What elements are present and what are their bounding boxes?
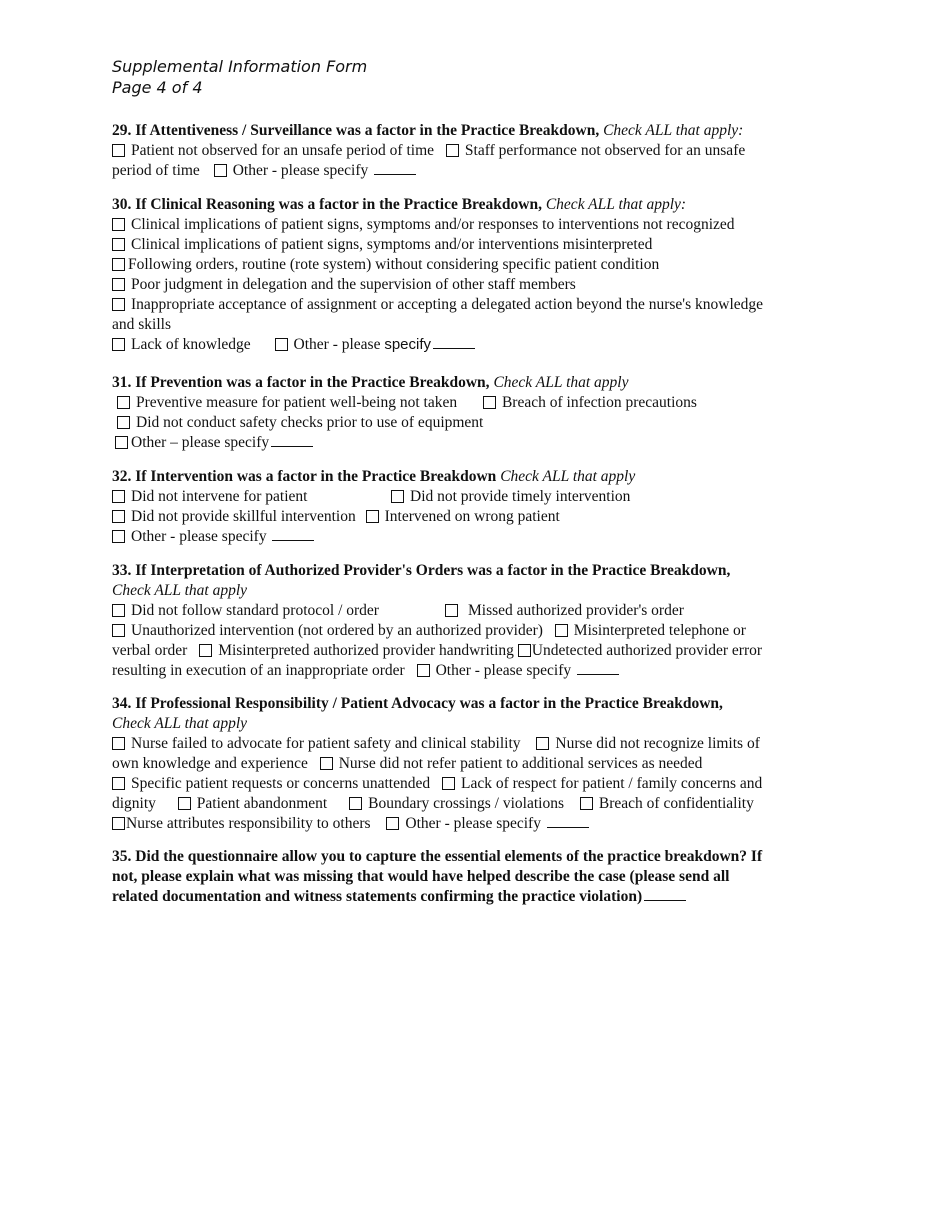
q29-number: 29. <box>112 122 132 139</box>
q30-checkbox-5[interactable] <box>112 298 125 311</box>
q35-line-3: related documentation and witness statements confirming the practice violation) <box>112 888 643 905</box>
q32-checkbox-4[interactable] <box>366 510 379 523</box>
q29-title: If Attentiveness / Surveillance was a factor in the Practice Breakdown, <box>135 122 600 139</box>
q30-option-3: Following orders, routine (rote system) without considering specific patient condition <box>128 256 660 273</box>
q34-option-6: Patient abandonment <box>196 795 328 812</box>
q34-title: If Professional Responsibility / Patient Advocacy was a factor in the Practice Breakdown, <box>135 695 723 712</box>
q30-option-5-cont: and skills <box>112 316 171 333</box>
q34-other-field[interactable] <box>547 826 589 828</box>
q34-instruction: Check ALL that apply <box>112 715 248 732</box>
q29-other-label: Other - please specify <box>232 162 369 179</box>
q30-other-label: Other - please <box>293 336 381 353</box>
q32-other-field[interactable] <box>272 539 314 541</box>
q34-option-2-cont: own knowledge and experience <box>112 755 308 772</box>
q32-other-label: Other - please specify <box>131 528 267 545</box>
q33-title: If Interpretation of Authorized Provider's Orders was a factor in the Practice Breakdown, <box>135 562 731 579</box>
question-31 <box>112 373 852 453</box>
q31-other-label: Other – please specify <box>131 434 270 451</box>
question-29 <box>112 121 852 181</box>
q35-line-1: 35. Did the questionnaire allow you to capture the essential elements of the practice breakdown? If <box>112 848 763 865</box>
q30-other-field[interactable] <box>433 347 475 349</box>
q30-option-4: Poor judgment in delegation and the supervision of other staff members <box>131 276 576 293</box>
q30-option-1: Clinical implications of patient signs, symptoms and/or responses to interventions not recognized <box>131 216 735 233</box>
q33-checkbox-6[interactable] <box>518 644 531 657</box>
q30-option-2: Clinical implications of patient signs, symptoms and/or interventions misinterpreted <box>131 236 653 253</box>
question-30 <box>112 195 852 355</box>
q31-option-3: Did not conduct safety checks prior to use of equipment <box>136 414 484 431</box>
q34-checkbox-7[interactable] <box>349 797 362 810</box>
q33-option-5: Misinterpreted authorized provider handwriting <box>218 642 514 659</box>
q34-checkbox-5[interactable] <box>442 777 455 790</box>
q29-other-field[interactable] <box>374 173 416 175</box>
q33-option-3: Unauthorized intervention (not ordered by an authorized provider) <box>131 622 543 639</box>
q32-checkbox-other[interactable] <box>112 530 125 543</box>
q32-option-1: Did not intervene for patient <box>131 488 308 505</box>
q34-checkbox-1[interactable] <box>112 737 125 750</box>
q30-checkbox-6[interactable] <box>112 338 125 351</box>
q34-option-8: Breach of confidentiality <box>598 795 754 812</box>
q30-number: 30. <box>112 196 132 213</box>
q31-checkbox-other[interactable] <box>115 436 128 449</box>
q30-instruction: Check ALL that apply: <box>545 196 687 213</box>
q33-checkbox-other[interactable] <box>417 664 430 677</box>
q29-checkbox-2[interactable] <box>446 144 459 157</box>
q31-checkbox-3[interactable] <box>117 416 130 429</box>
q30-option-6: Lack of knowledge <box>131 336 251 353</box>
q34-checkbox-6[interactable] <box>178 797 191 810</box>
q33-option-4-cont: verbal order <box>112 642 188 659</box>
q34-option-9: Nurse attributes responsibility to others <box>126 815 371 832</box>
q30-checkbox-1[interactable] <box>112 218 125 231</box>
q33-checkbox-3[interactable] <box>112 624 125 637</box>
q34-checkbox-2[interactable] <box>536 737 549 750</box>
q31-option-2: Breach of infection precautions <box>501 394 697 411</box>
q33-checkbox-2[interactable] <box>445 604 458 617</box>
q29-checkbox-other[interactable] <box>214 164 227 177</box>
q32-checkbox-3[interactable] <box>112 510 125 523</box>
q33-number: 33. <box>112 562 132 579</box>
q33-checkbox-5[interactable] <box>199 644 212 657</box>
q33-checkbox-4[interactable] <box>555 624 568 637</box>
q34-number: 34. <box>112 695 132 712</box>
q29-option-2: Staff performance not observed for an unsafe <box>464 142 746 159</box>
question-32 <box>112 467 852 547</box>
q30-option-5: Inappropriate acceptance of assignment or accepting a delegated action beyond the nurse's knowledge <box>131 296 764 313</box>
q30-checkbox-2[interactable] <box>112 238 125 251</box>
q30-checkbox-3[interactable] <box>112 258 125 271</box>
q32-checkbox-1[interactable] <box>112 490 125 503</box>
q31-other-field[interactable] <box>271 445 313 447</box>
q34-other-label: Other - please specify <box>405 815 541 832</box>
q30-checkbox-other[interactable] <box>275 338 288 351</box>
q29-checkbox-1[interactable] <box>112 144 125 157</box>
q32-number: 32. <box>112 468 132 485</box>
q32-instruction: Check ALL that apply <box>500 468 636 485</box>
q31-title: If Prevention was a factor in the Practice Breakdown, <box>135 374 490 391</box>
q32-option-3: Did not provide skillful intervention <box>131 508 356 525</box>
q31-checkbox-1[interactable] <box>117 396 130 409</box>
q30-title: If Clinical Reasoning was a factor in the Practice Breakdown, <box>135 196 542 213</box>
q31-number: 31. <box>112 374 132 391</box>
q34-option-1: Nurse failed to advocate for patient safety and clinical stability <box>131 735 521 752</box>
q33-other-field[interactable] <box>577 673 619 675</box>
q33-option-6-cont: resulting in execution of an inappropriate order <box>112 662 405 679</box>
q33-option-2: Missed authorized provider's order <box>468 602 684 619</box>
q33-option-4: Misinterpreted telephone or <box>573 622 746 639</box>
q35-line-2: not, please explain what was missing that would have helped describe the case (please send all <box>112 868 730 885</box>
q31-instruction: Check ALL that apply <box>493 374 629 391</box>
q32-option-4: Intervened on wrong patient <box>384 508 560 525</box>
q29-option-1: Patient not observed for an unsafe period of time <box>131 142 435 159</box>
q34-option-2: Nurse did not recognize limits of <box>555 735 760 752</box>
question-34 <box>112 694 852 834</box>
q32-checkbox-2[interactable] <box>391 490 404 503</box>
q31-checkbox-2[interactable] <box>483 396 496 409</box>
q33-other-label: Other - please specify <box>435 662 572 679</box>
q32-title: If Intervention was a factor in the Practice Breakdown <box>135 468 497 485</box>
q34-checkbox-4[interactable] <box>112 777 125 790</box>
q33-option-1: Did not follow standard protocol / order <box>131 602 379 619</box>
q33-instruction: Check ALL that apply <box>112 582 248 599</box>
q34-option-4: Specific patient requests or concerns unattended <box>131 775 431 792</box>
q34-option-7: Boundary crossings / violations <box>368 795 565 812</box>
q33-option-6: Undetected authorized provider error <box>531 642 763 659</box>
form-header <box>112 56 852 98</box>
question-33 <box>112 561 852 681</box>
q29-instruction: Check ALL that apply: <box>603 122 744 139</box>
q34-checkbox-3[interactable] <box>320 757 333 770</box>
q32-option-2: Did not provide timely intervention <box>410 488 631 505</box>
form-title: Supplemental Information Form <box>112 57 368 76</box>
q34-option-5: Lack of respect for patient / family concerns and <box>461 775 763 792</box>
q34-checkbox-other[interactable] <box>386 817 399 830</box>
q29-option-2-cont: period of time <box>112 162 200 179</box>
q30-other-specify: specify <box>384 336 432 353</box>
q34-option-3: Nurse did not refer patient to additional services as needed <box>338 755 703 772</box>
q31-option-1: Preventive measure for patient well-being not taken <box>136 394 458 411</box>
q35-answer-field[interactable] <box>644 899 686 901</box>
q30-checkbox-4[interactable] <box>112 278 125 291</box>
q34-checkbox-8[interactable] <box>580 797 593 810</box>
q33-checkbox-1[interactable] <box>112 604 125 617</box>
q34-checkbox-9[interactable] <box>112 817 125 830</box>
question-35 <box>112 847 852 907</box>
q34-option-5-cont: dignity <box>112 795 156 812</box>
page-number: Page 4 of 4 <box>112 78 203 97</box>
